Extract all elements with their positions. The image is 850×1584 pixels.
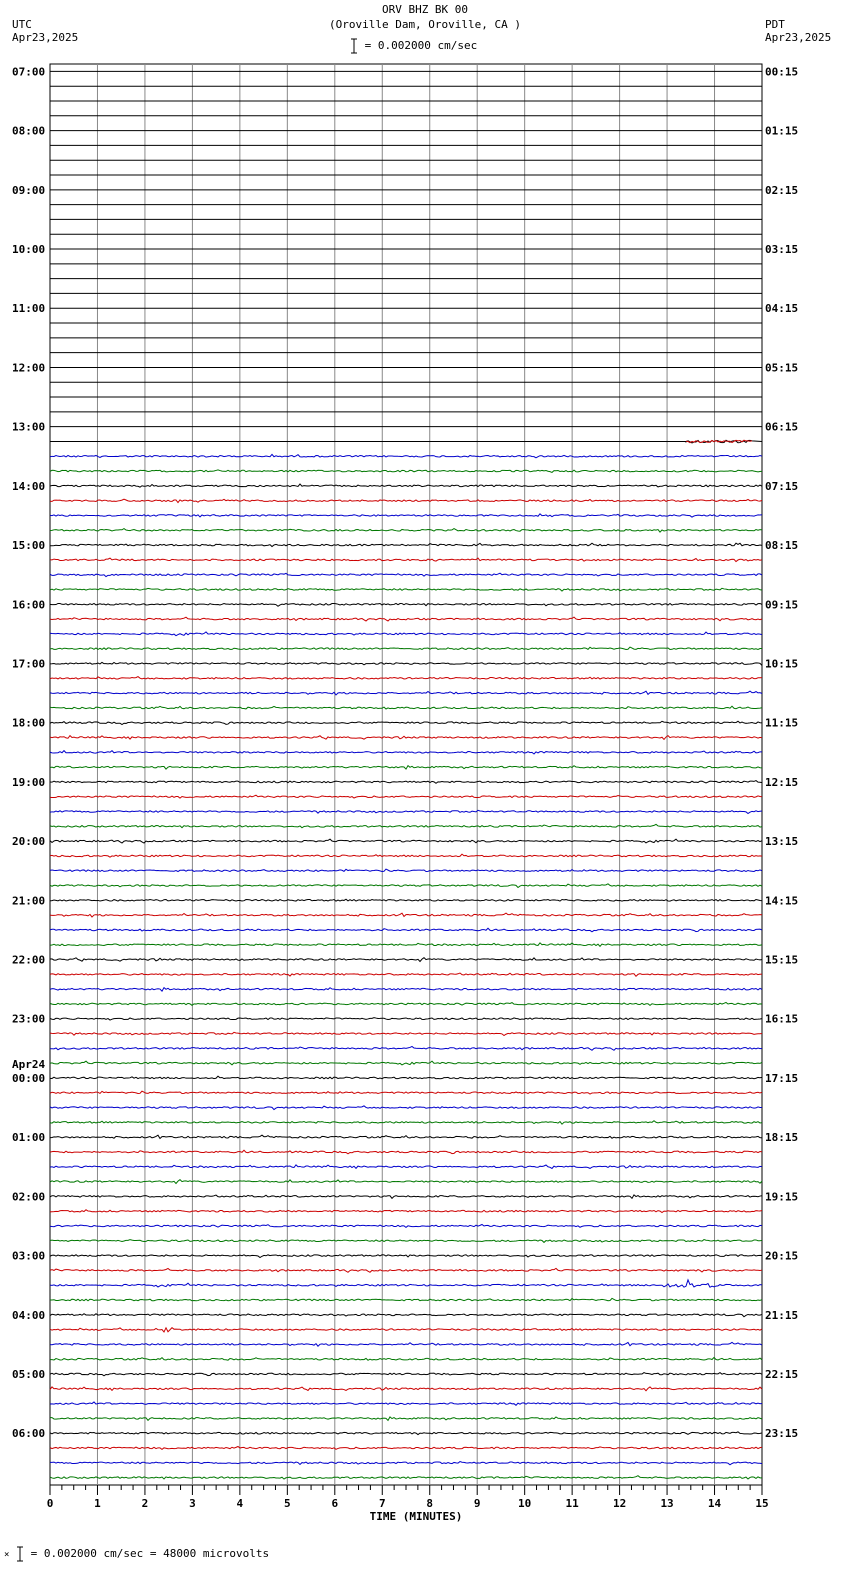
pdt-hour-label: 07:15 [765,479,799,493]
trace-56 [50,899,762,901]
trace-74 [50,1165,762,1169]
utc-hour-label: 08:00 [12,124,46,138]
trace-64 [50,1018,762,1020]
pdt-hour-label: 02:15 [765,183,799,197]
trace-70 [50,1106,762,1110]
trace-66 [50,1046,762,1050]
trace-44 [50,721,762,724]
pdt-hour-label: 03:15 [765,243,799,257]
trace-75 [50,1180,762,1184]
trace-65 [50,1032,762,1035]
trace-88 [50,1373,762,1376]
footer-scale-icon: × [4,1550,10,1560]
trace-42 [50,691,762,695]
trace-31 [50,529,762,533]
trace-58 [50,928,762,932]
footer-scale-text: = 0.002000 cm/sec = 48000 microvolts [30,1547,270,1560]
trace-63 [50,1002,762,1005]
utc-hour-label: 12:00 [12,361,46,375]
trace-87 [50,1357,762,1360]
utc-hour-label: 07:00 [12,65,46,79]
x-tick-label: 12 [612,1497,627,1510]
trace-33 [50,558,762,562]
pdt-hour-label: 00:15 [765,65,799,79]
x-tick-label: 10 [518,1497,532,1510]
trace-39 [50,647,762,649]
trace-41 [50,677,762,679]
pdt-hour-label: 16:15 [765,1012,799,1026]
trace-67 [50,1061,762,1065]
utc-hour-label: 03:00 [12,1249,46,1263]
pdt-hour-label: 17:15 [765,1071,799,1085]
utc-hour-label: 21:00 [12,894,46,908]
pdt-hour-label: 13:15 [765,835,799,849]
pdt-hour-label: 14:15 [765,894,799,908]
utc-hour-label: 01:00 [12,1131,46,1145]
trace-59 [50,943,762,947]
station-location: (Oroville Dam, Oroville, CA ) [328,18,522,31]
trace-95 [50,1476,762,1479]
x-tick-label: 11 [565,1497,579,1510]
trace-82 [50,1280,762,1287]
trace-52 [50,839,762,843]
pdt-hour-label: 05:15 [765,361,799,375]
trace-47 [50,766,762,770]
utc-hour-label: 19:00 [12,775,46,789]
trace-86 [50,1342,762,1346]
trace-27 [50,470,762,473]
x-tick-label: 15 [755,1497,769,1510]
utc-hour-label: 02:00 [12,1190,46,1204]
trace-43 [50,706,762,709]
trace-89 [50,1387,762,1391]
utc-hour-label: 10:00 [12,243,46,257]
trace-46 [50,751,762,754]
trace-25 [50,440,762,443]
trace-45 [50,736,762,740]
utc-hour-label: 18:00 [12,716,46,730]
pdt-hour-label: 12:15 [765,775,799,789]
trace-78 [50,1224,762,1227]
footer-scale-bar-icon [16,1546,24,1562]
pdt-hour-label: 09:15 [765,598,799,612]
trace-85 [50,1328,762,1332]
pdt-hour-label: 01:15 [765,124,799,138]
x-axis-label: TIME (MINUTES) [369,1510,463,1523]
pdt-hour-label: 20:15 [765,1249,799,1263]
utc-hour-label: 16:00 [12,598,46,612]
trace-71 [50,1121,762,1124]
trace-76 [50,1195,762,1199]
pdt-hour-label: 19:15 [765,1190,799,1204]
trace-38 [50,632,762,636]
trace-36 [50,603,762,606]
scale-text: = 0.002000 cm/sec [364,39,478,52]
x-tick-label: 9 [473,1497,481,1510]
pdt-hour-label: 06:15 [765,420,799,434]
trace-69 [50,1091,762,1094]
trace-92 [50,1432,762,1435]
trace-53 [50,854,762,857]
utc-hour-label: 09:00 [12,183,46,197]
trace-50 [50,810,762,813]
trace-81 [50,1268,762,1272]
trace-62 [50,988,762,992]
x-tick-label: 6 [331,1497,339,1510]
x-tick-label: 7 [378,1497,386,1510]
pdt-hour-label: 23:15 [765,1427,799,1441]
utc-hour-label: 00:00 [12,1071,46,1085]
pdt-hour-label: 21:15 [765,1308,799,1322]
x-tick-label: 13 [660,1497,674,1510]
utc-hour-label: 17:00 [12,657,46,671]
trace-28 [50,484,762,487]
trace-84 [50,1314,762,1317]
trace-40 [50,662,762,665]
trace-37 [50,617,762,621]
trace-48 [50,781,762,784]
trace-54 [50,869,762,871]
pdt-label: PDT [765,18,785,31]
trace-77 [50,1210,762,1213]
pdt-hour-label: 15:15 [765,953,799,967]
trace-93 [50,1447,762,1450]
utc-hour-label: 22:00 [12,953,46,967]
x-tick-label: 4 [236,1497,244,1510]
trace-51 [50,824,762,827]
trace-26 [50,454,762,457]
pdt-hour-label: 08:15 [765,539,799,553]
trace-94 [50,1462,762,1465]
trace-91 [50,1417,762,1421]
utc-hour-label: 14:00 [12,479,46,493]
trace-32 [50,543,762,546]
x-tick-label: 3 [189,1497,196,1510]
utc-hour-label: 05:00 [12,1367,46,1381]
trace-80 [50,1255,762,1258]
trace-90 [50,1402,762,1405]
utc-hour-label: 13:00 [12,420,46,434]
x-tick-label: 8 [426,1497,434,1510]
trace-68 [50,1076,762,1079]
utc-hour-label: 11:00 [12,302,46,316]
utc-date: Apr23,2025 [12,31,79,44]
pdt-hour-label: 10:15 [765,657,799,671]
trace-55 [50,884,762,888]
utc-hour-label: 06:00 [12,1427,46,1441]
trace-61 [50,973,762,976]
footer-scale [4,1546,269,1562]
pdt-hour-label: 04:15 [765,302,799,316]
pdt-date: Apr23,2025 [765,31,832,44]
utc-label: UTC [12,18,32,31]
trace-79 [50,1240,762,1243]
trace-34 [50,573,762,576]
pdt-hour-label: 22:15 [765,1367,799,1381]
trace-29 [50,499,762,502]
x-tick-label: 1 [94,1497,101,1510]
trace-30 [50,514,762,517]
x-tick-label: 5 [284,1497,291,1510]
trace-73 [50,1150,762,1154]
plot-frame [50,64,762,1485]
trace-72 [50,1135,762,1138]
pdt-hour-label: 18:15 [765,1131,799,1145]
trace-57 [50,913,762,917]
trace-49 [50,795,762,798]
utc-hour-label: 04:00 [12,1308,46,1322]
utc-hour-label: 15:00 [12,539,46,553]
chart-title: ORV BHZ BK 00 [381,3,469,16]
x-tick-label: 0 [46,1497,54,1510]
x-tick-label: 14 [707,1497,722,1510]
trace-35 [50,588,762,591]
trace-83 [50,1298,762,1300]
date-change-label: Apr24 [12,1057,46,1071]
utc-hour-label: 23:00 [12,1012,46,1026]
pdt-hour-label: 11:15 [765,716,799,730]
x-tick-label: 2 [141,1497,149,1510]
trace-60 [50,958,762,962]
utc-hour-label: 20:00 [12,835,46,849]
